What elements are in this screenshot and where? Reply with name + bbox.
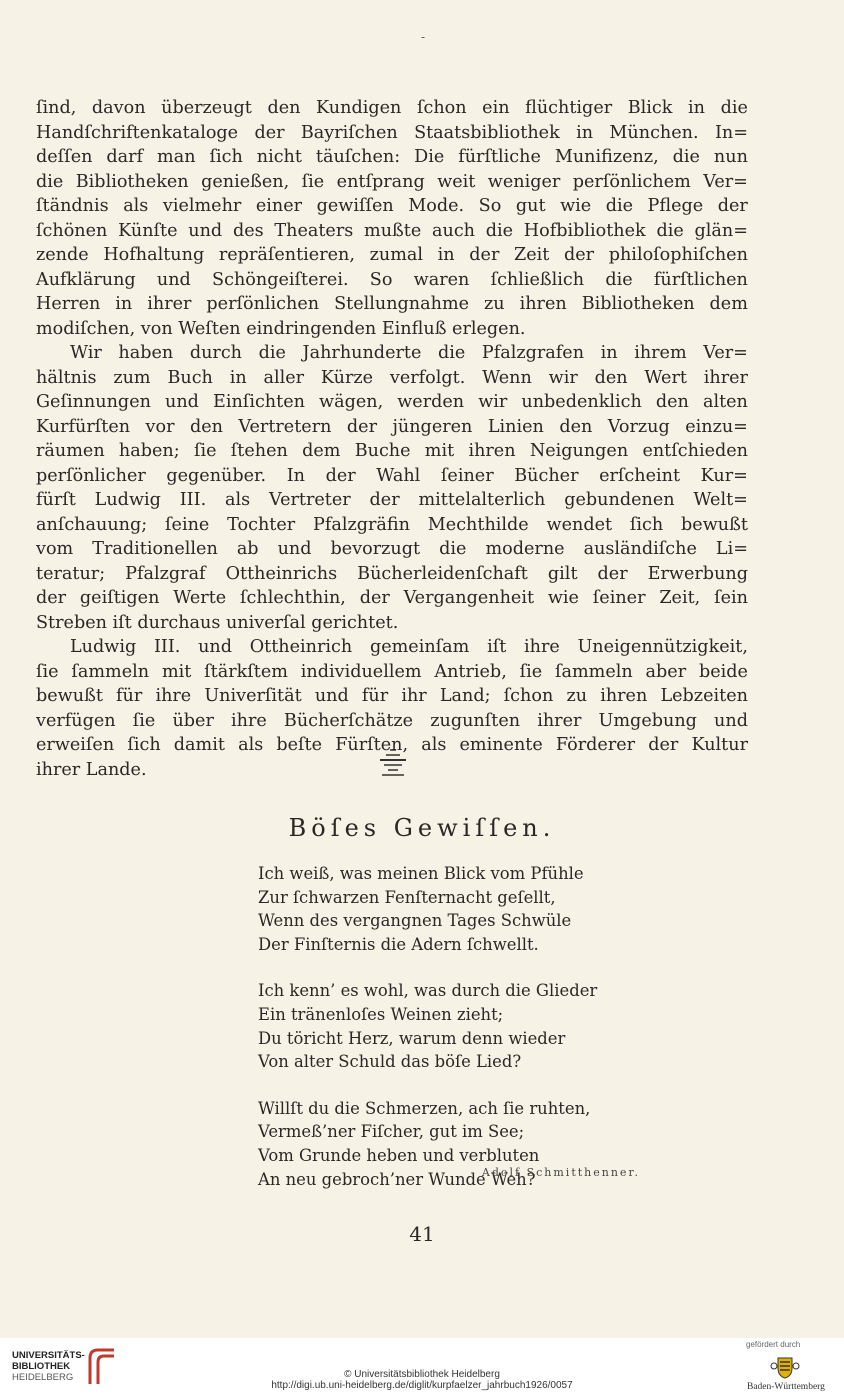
- text-line: Wir haben durch die Jahrhunderte die Pfalzgrafen in ihrem Ver=: [70, 343, 748, 363]
- poem-line: Ich weiß, was meinen Blick vom Pfühle: [258, 864, 584, 883]
- poem-line: Der Finſternis die Adern ſchwellt.: [258, 934, 539, 954]
- text-line: zende Hofhaltung repräſentieren, zumal in der Zeit der philoſophiſchen: [36, 245, 748, 265]
- top-mark: -: [421, 30, 426, 44]
- body-text: [36, 96, 748, 782]
- poem: [258, 862, 678, 1214]
- text-line: Kurfürſten vor den Vertretern der jüngeren Linien den Vorzug einzu=: [36, 416, 748, 437]
- source-url[interactable]: http://digi.ub.uni-heidelberg.de/diglit/kurpfaelzer_jahrbuch1926/0057: [271, 1380, 573, 1391]
- poem-line: Vermeß’ner Fiſcher, gut im See;: [258, 1122, 525, 1142]
- text-line: die Bibliotheken genießen, ſie entſprang weit weniger perſönlichem Ver=: [36, 171, 748, 192]
- poem-line: Von alter Schuld das böſe Lied?: [258, 1052, 522, 1072]
- library-name-line: UNIVERSITÄTS-: [12, 1350, 85, 1361]
- text-line: ſtändnis als vielmehr einer gewiſſen Mode. So gut wie die Pflege der: [36, 196, 748, 216]
- text-line: Aufklärung und Schöngeiſterei. So waren ſchließlich die fürſtlichen: [36, 269, 748, 290]
- poem-stanza: [258, 862, 678, 956]
- copyright: [0, 1369, 844, 1391]
- text-line: Streben iſt durchaus univerſal gerichtet.: [36, 612, 399, 633]
- poem-line: Willſt du die Schmerzen, ach ſie ruhten,: [258, 1098, 591, 1118]
- text-line: teratur; Pfalzgraf Ottheinrichs Bücherleidenſchaft gilt der Erwerbung: [36, 563, 748, 584]
- text-line: fürſt Ludwig III. als Vertreter der mittelalterlich gebundenen Welt=: [36, 490, 748, 510]
- poem-line: An neu gebroch’ner Wunde Weh?: [258, 1169, 536, 1189]
- text-line: räumen haben; ſie ſtehen dem Buche mit ihren Neigungen entſchieden: [36, 441, 748, 461]
- text-line: Handſchriftenkataloge der Bayriſchen Staatsbibliothek in München. In=: [36, 122, 748, 143]
- text-line: perſönlicher gegenüber. In der Wahl ſeiner Bücher erſcheint Kur=: [36, 465, 748, 486]
- poem-line: Vom Grunde heben und verbluten: [258, 1145, 540, 1165]
- text-line: hältnis zum Buch in aller Kürze verfolgt. Wenn wir den Wert ihrer: [36, 367, 748, 388]
- library-name-line: BIBLIOTHEK: [12, 1361, 71, 1372]
- copyright-text: © Universitätsbibliothek Heidelberg: [344, 1369, 500, 1380]
- text-line: Herren in ihrer perſönlichen Stellungnahme zu ihren Bibliotheken dem: [36, 294, 748, 314]
- sponsor-name: Baden-Württemberg: [747, 1382, 825, 1392]
- poem-line: Wenn des vergangnen Tages Schwüle: [258, 911, 572, 931]
- text-line: ſie ſammeln mit ſtärkſtem individuellem Antrieb, ſie ſammeln aber beide: [36, 661, 748, 682]
- poem-line: Ich kenn’ es wohl, was durch die Glieder: [258, 981, 598, 1001]
- text-line: verfügen ſie über ihre Bücherſchätze zugunſten ihrer Umgebung und: [36, 710, 748, 731]
- text-line: ſind, davon überzeugt den Kundigen ſchon ein flüchtiger Blick in die: [36, 98, 748, 118]
- text-line: erweiſen ſich damit als beſte Fürſten, als eminente Förderer der Kultur: [36, 735, 748, 755]
- text-line: vom Traditionellen ab und bevorzugt die moderne ausländiſche Li=: [36, 539, 748, 559]
- library-name-line: HEIDELBERG: [12, 1372, 74, 1383]
- text-line: ſchönen Künſte und des Theaters mußte auch die Hofbibliothek die glän=: [36, 220, 748, 241]
- poem-stanza: [258, 979, 678, 1073]
- poem-author: Adolf Schmitthenner.: [481, 1166, 640, 1179]
- text-line: anſchauung; ſeine Tochter Pfalzgräfin Mechthilde wendet ſich bewußt: [36, 514, 748, 535]
- text-line: deſſen darf man ſich nicht täuſchen: Die fürſtliche Munifizenz, die nun: [36, 147, 748, 167]
- page-number: 41: [409, 1222, 435, 1246]
- sponsor-label: gefördert durch: [746, 1340, 801, 1349]
- text-line: Ludwig III. und Ottheinrich gemeinſam iſt ihre Uneigennützigkeit,: [70, 637, 748, 657]
- state-crest-icon: [770, 1352, 800, 1380]
- footer: [0, 1338, 844, 1395]
- poem-line: Du töricht Herz, warum denn wieder: [258, 1028, 566, 1048]
- poem-line: Zur ſchwarzen Fenſternacht geſellt,: [258, 887, 556, 907]
- text-line: modiſchen, von Weſten eindringenden Einfluß erlegen.: [36, 318, 526, 339]
- poem-title: Böſes Gewiſſen.: [288, 814, 556, 842]
- text-line: Geſinnungen und Einſichten wägen, werden wir unbedenklich den alten: [36, 392, 748, 412]
- text-line: ihrer Lande.: [36, 759, 147, 780]
- text-line: bewußt für ihre Univerſität und für ihr Land; ſchon zu ihren Lebzeiten: [36, 686, 748, 706]
- poem-line: Ein tränenloſes Weinen zieht;: [258, 1004, 504, 1024]
- text-line: der geiſtigen Werte ſchlechthin, der Vergangenheit wie ſeiner Zeit, ſein: [36, 588, 748, 608]
- ornament-icon: [376, 748, 410, 778]
